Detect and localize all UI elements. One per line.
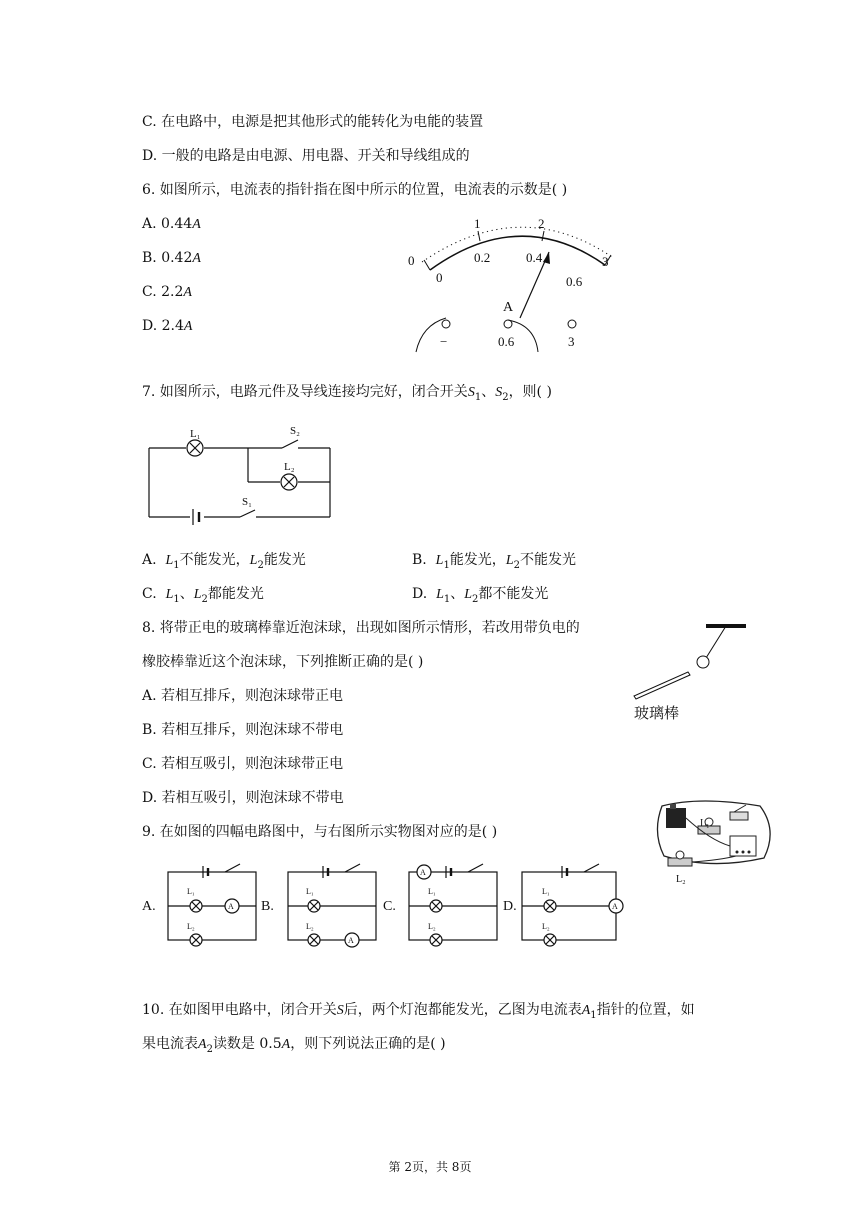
- l2-label-9d: L₂: [542, 922, 550, 931]
- scale-top-1: 1: [474, 216, 481, 231]
- scale-top-2: 2: [538, 216, 545, 231]
- scale-bottom-0-4: 0.4: [526, 250, 543, 265]
- terminal-label-negative: −: [440, 334, 448, 349]
- option-7a: A. $L_1$不能发光，$L_2$能发光: [142, 552, 306, 571]
- ammeter-label: A: [503, 300, 514, 315]
- circuit-9a: [168, 864, 256, 946]
- l1-label-9a: L₁: [187, 887, 195, 896]
- l2-label-9c: L₂: [428, 922, 436, 931]
- label-l1: L₁: [190, 428, 201, 440]
- terminal-label-3: 3: [568, 334, 575, 349]
- l2-label-9a: L₂: [187, 922, 195, 931]
- l1-label-9b: L₁: [306, 887, 314, 896]
- question-7: 7. 如图所示，电路元件及导线连接均完好，闭合开关$S_1$、$S_2$，则( ): [142, 384, 552, 403]
- option-5c: C. 在电路中，电源是把其他形式的能转化为电能的装置: [142, 114, 484, 130]
- page-footer: 第 2页，共 8页: [388, 1160, 472, 1174]
- option-8a: A. 若相互排斥，则泡沫球带正电: [142, 688, 344, 704]
- meter-label-9c: A: [420, 868, 426, 877]
- label-s1: S₁: [242, 496, 252, 508]
- glass-rod: [634, 672, 690, 699]
- option-8d: D. 若相互吸引，则泡沫球不带电: [142, 790, 344, 806]
- terminal-0-6: [504, 320, 512, 328]
- l1-label-9d: L₁: [542, 887, 550, 896]
- option-8b: B. 若相互排斥，则泡沫球不带电: [142, 722, 344, 738]
- terminal-negative: [442, 320, 450, 328]
- option-9a-label: A.: [142, 899, 156, 914]
- glass-rod-figure: [630, 618, 750, 728]
- question-6: 6. 如图所示，电流表的指针指在图中所示的位置，电流表的示数是( ): [142, 182, 568, 198]
- meter-label-9a: A: [228, 902, 234, 911]
- scale-top-3: 3: [602, 254, 609, 269]
- circuit-options-9: [138, 855, 638, 955]
- option-9c-label: C.: [383, 899, 396, 914]
- option-6c: C. 2.2A: [142, 284, 192, 300]
- question-10-line-1: 10. 在如图甲电路中，闭合开关S后，两个灯泡都能发光，乙图为电流表$A_1$指针的位置，如: [142, 1002, 695, 1021]
- option-8c: C. 若相互吸引，则泡沫球带正电: [142, 756, 344, 772]
- circuit-figure-7: [140, 420, 340, 525]
- option-6d: D. 2.4A: [142, 318, 193, 334]
- foam-ball: [697, 656, 709, 668]
- question-10-line-2: 果电流表$A_2$读数是 0.5A，则下列说法正确的是( ): [142, 1036, 446, 1055]
- option-6a: A. 0.44A: [142, 216, 201, 232]
- switch: [730, 812, 748, 820]
- photo-label-l1: L₁: [700, 818, 710, 829]
- scale-bottom-0: 0: [436, 270, 443, 285]
- option-5d: D. 一般的电路是由电源、用电器、开关和导线组成的: [142, 148, 470, 164]
- physical-circuit-photo: [655, 796, 775, 888]
- circuit-9d: [522, 864, 623, 946]
- question-8-line-2: 橡胶棒靠近这个泡沫球，下列推断正确的是( ): [142, 654, 424, 670]
- battery: [666, 808, 686, 828]
- terminal-3: [568, 320, 576, 328]
- l1-label-9c: L₁: [428, 887, 436, 896]
- meter-label-9d: A: [612, 902, 618, 911]
- l2-label-9b: L₂: [306, 922, 314, 931]
- option-7c: C. $L_1$、$L_2$都能发光: [142, 586, 264, 605]
- question-9: 9. 在如图的四幅电路图中，与右图所示实物图对应的是( ): [142, 824, 498, 840]
- option-9d-label: D.: [503, 899, 517, 914]
- option-9b-label: B.: [261, 899, 274, 914]
- option-7b: B. $L_1$能发光，$L_2$不能发光: [412, 552, 576, 571]
- photo-label-l2: L₂: [676, 874, 686, 885]
- option-7d: D. $L_1$、$L_2$都不能发光: [412, 586, 549, 605]
- glass-rod-label: 玻璃棒: [634, 704, 680, 722]
- ammeter-figure: [400, 208, 620, 358]
- lamp-l1: [187, 440, 203, 456]
- scale-top-0: 0: [408, 253, 415, 268]
- lamp-l2: [281, 474, 297, 490]
- scale-bottom-0-6: 0.6: [566, 274, 583, 289]
- circuit-9b: [288, 864, 376, 947]
- scale-bottom-0-2: 0.2: [474, 250, 491, 265]
- question-8-line-1: 8. 将带正电的玻璃棒靠近泡沫球，出现如图所示情形，若改用带负电的: [142, 620, 580, 636]
- terminal-label-0-6: 0.6: [498, 334, 515, 349]
- label-l2: L₂: [284, 461, 295, 473]
- label-s2: S₂: [290, 425, 300, 437]
- option-6b: B. 0.42A: [142, 250, 201, 266]
- meter-label-9b: A: [348, 936, 354, 945]
